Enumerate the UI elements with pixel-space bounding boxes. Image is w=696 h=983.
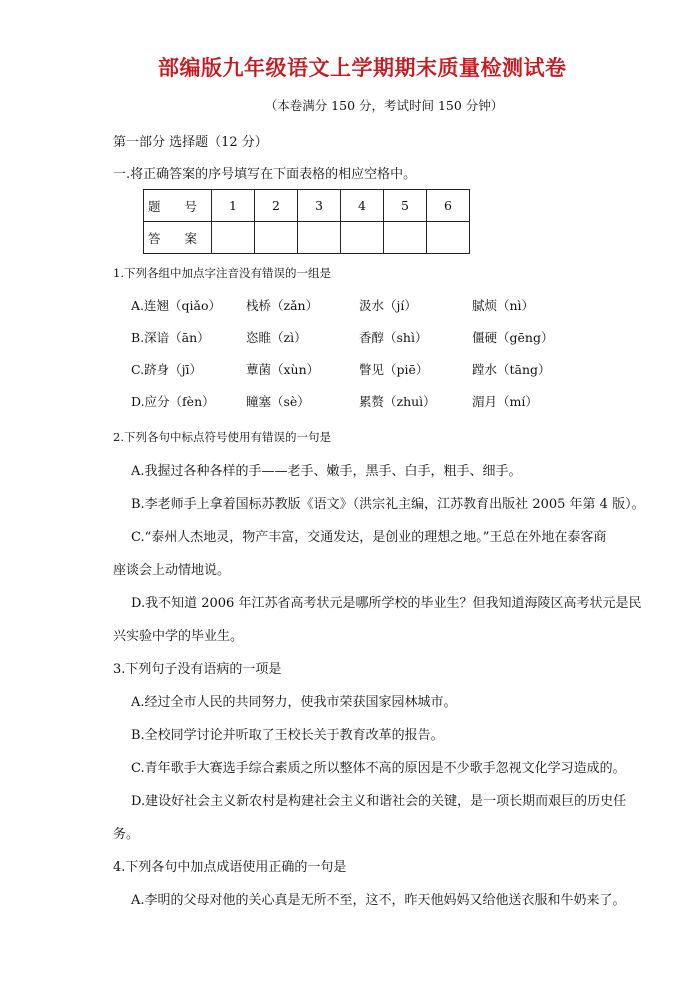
answer-cell[interactable] xyxy=(212,222,255,254)
answer-cell[interactable] xyxy=(255,222,298,254)
answer-cell[interactable] xyxy=(384,222,427,254)
page-title: 部编版九年级语文上学期期末质量检测试卷 xyxy=(158,56,567,80)
answer-cell[interactable] xyxy=(298,222,341,254)
question-number: 6 xyxy=(427,190,470,222)
q1-option: 恣睢（zì） xyxy=(246,330,307,345)
q1-option: 瞥见（piē） xyxy=(359,362,429,377)
q1-option: 僵硬（gēng） xyxy=(472,330,554,345)
q2-option-c-cont: 座谈会上动情地说。 xyxy=(113,563,231,578)
exam-subtitle: （本卷满分 150 分，考试时间 150 分钟） xyxy=(264,98,504,113)
q3-option-d: D.建设好社会主义新农村是构建社会主义和谐社会的关键，是一项长期而艰巨的历史任 xyxy=(131,794,627,809)
question-4-stem: 4.下列各句中加点成语使用正确的一句是 xyxy=(113,860,347,875)
question-2-stem: 2.下列各句中标点符号使用有错误的一句是 xyxy=(113,430,331,444)
answer-table xyxy=(143,189,470,254)
q3-option-d-cont: 务。 xyxy=(113,827,140,842)
q1-option: 汲水（jí） xyxy=(359,298,417,313)
q3-option-c: C.青年歌手大赛选手综合素质之所以整体不高的原因是不少歌手忽视文化学习造成的。 xyxy=(131,761,626,776)
answer-cell[interactable] xyxy=(341,222,384,254)
table-row xyxy=(144,222,470,254)
q1-option: B.深谙（ān） xyxy=(131,330,210,345)
q1-option: 湄月（mí） xyxy=(472,394,538,409)
table-row-label: 题 号 xyxy=(144,190,212,222)
part-heading: 第一部分 选择题（12 分） xyxy=(113,135,268,150)
q1-option: D.应分（fèn） xyxy=(131,394,215,409)
q3-option-a: A.经过全市人民的共同努力，使我市荣获国家园林城市。 xyxy=(131,695,457,710)
answer-cell[interactable] xyxy=(427,222,470,254)
question-number: 2 xyxy=(255,190,298,222)
q2-option-b: B.李老师手上拿着国标苏教版《语文》（洪宗礼主编，江苏教育出版社 2005 年第 4 版）。 xyxy=(131,497,645,512)
question-1-stem: 1.下列各组中加点字注音没有错误的一组是 xyxy=(113,266,331,280)
table-row-label: 答 案 xyxy=(144,222,212,254)
q1-option: C.跻身（jī） xyxy=(131,362,202,377)
q4-option-a: A.李明的父母对他的关心真是无所不至，这不，昨天他妈妈又给他送衣服和牛奶来了。 xyxy=(131,893,626,908)
question-number: 3 xyxy=(298,190,341,222)
q1-option: 蹚水（tāng） xyxy=(472,362,551,377)
q3-option-b: B.全校同学讨论并听取了王校长关于教育改革的报告。 xyxy=(131,728,444,743)
question-3-stem: 3.下列句子没有语病的一项是 xyxy=(113,662,282,677)
q1-option: 栈桥（zǎn） xyxy=(246,298,319,313)
q1-option: 累赘（zhuì） xyxy=(359,394,436,409)
table-row xyxy=(144,190,470,222)
q1-option: 腻烦（nì） xyxy=(472,298,535,313)
q2-option-d: D.我不知道 2006 年江苏省高考状元是哪所学校的毕业生？但我知道海陵区高考状元是民 xyxy=(131,596,642,611)
q1-option: 香醇（shì） xyxy=(359,330,428,345)
question-number: 4 xyxy=(341,190,384,222)
q2-option-c: C.“泰州人杰地灵，物产丰富，交通发达，是创业的理想之地。”王总在外地在泰客商 xyxy=(131,530,607,545)
q2-option-a: A.我握过各种各样的手——老手、嫩手，黑手、白手，粗手、细手。 xyxy=(131,464,522,479)
question-number: 5 xyxy=(384,190,427,222)
instruction: 一.将正确答案的序号填写在下面表格的相应空格中。 xyxy=(113,167,417,182)
q2-option-d-cont: 兴实验中学的毕业生。 xyxy=(113,629,244,644)
q1-option: A.连翘（qiǎo） xyxy=(131,298,221,313)
q1-option: 蕈菌（xùn） xyxy=(246,362,320,377)
q1-option: 瞳塞（sè） xyxy=(246,394,310,409)
question-number: 1 xyxy=(212,190,255,222)
